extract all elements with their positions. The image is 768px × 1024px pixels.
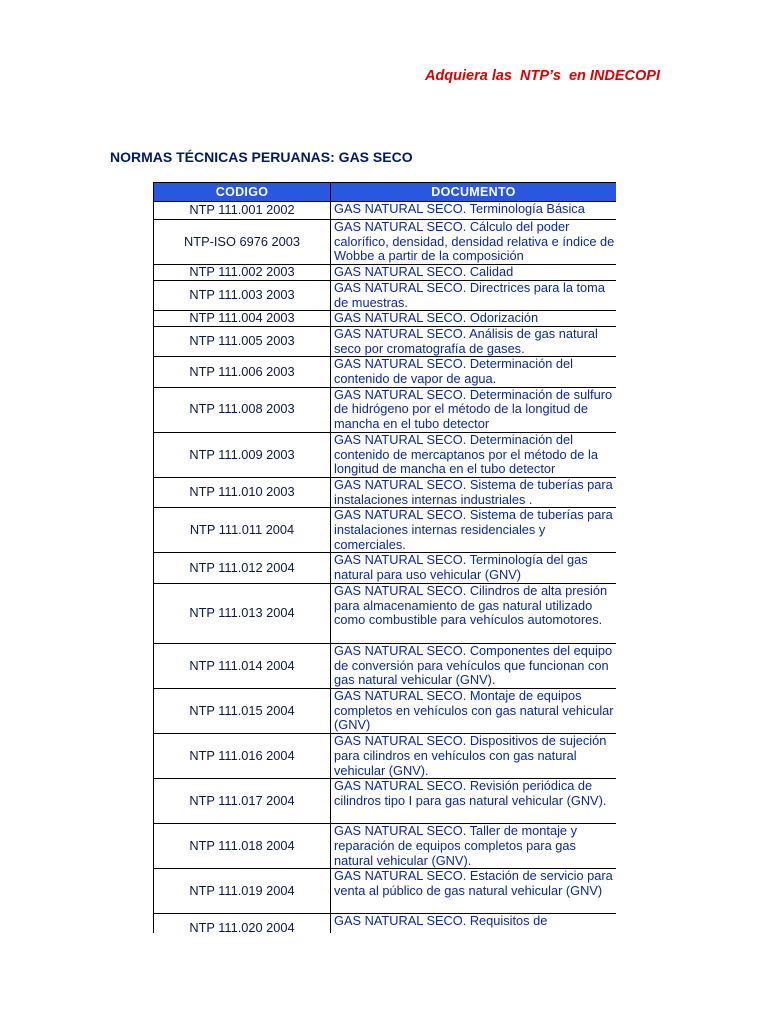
document-cell: GAS NATURAL SECO. Montaje de equipos completos en vehículos con gas natural vehicular (GNV)	[331, 688, 617, 733]
standards-table	[153, 182, 616, 933]
table-row	[154, 265, 617, 281]
table-row	[154, 869, 617, 914]
code-cell: NTP 111.001 2002	[154, 202, 331, 220]
document-cell: GAS NATURAL SECO. Cilindros de alta presión para almacenamiento de gas natural utilizado como combustible para vehículos automotores.	[331, 583, 617, 643]
table-row	[154, 280, 617, 310]
code-cell: NTP 111.020 2004	[154, 914, 331, 933]
code-cell: NTP 111.017 2004	[154, 779, 331, 824]
table-row	[154, 477, 617, 507]
code-cell: NTP 111.018 2004	[154, 824, 331, 869]
document-cell: GAS NATURAL SECO. Terminología Básica	[331, 202, 617, 220]
code-cell: NTP 111.010 2003	[154, 477, 331, 507]
code-cell: NTP 111.015 2004	[154, 688, 331, 733]
code-cell: NTP 111.016 2004	[154, 734, 331, 779]
table-row	[154, 734, 617, 779]
table-body	[154, 202, 617, 934]
code-cell: NTP 111.003 2003	[154, 280, 331, 310]
document-cell: GAS NATURAL SECO. Análisis de gas natural seco por cromatografía de gases.	[331, 326, 617, 356]
table-row	[154, 311, 617, 327]
code-cell: NTP 111.011 2004	[154, 508, 331, 553]
code-cell: NTP 111.008 2003	[154, 387, 331, 432]
table-row	[154, 824, 617, 869]
code-cell: NTP 111.005 2003	[154, 326, 331, 356]
code-cell: NTP 111.006 2003	[154, 357, 331, 387]
table-row	[154, 914, 617, 933]
document-cell: GAS NATURAL SECO. Requisitos de	[331, 914, 617, 933]
table-row	[154, 326, 617, 356]
table-row	[154, 508, 617, 553]
document-cell: GAS NATURAL SECO. Estación de servicio para venta al público de gas natural vehicular (GNV)	[331, 869, 617, 914]
table-row	[154, 202, 617, 220]
code-cell: NTP-ISO 6976 2003	[154, 220, 331, 265]
document-cell: GAS NATURAL SECO. Dispositivos de sujeción para cilindros en vehículos con gas natural vehicular (GNV).	[331, 734, 617, 779]
document-cell: GAS NATURAL SECO. Taller de montaje y reparación de equipos completos para gas natural vehicular (GNV).	[331, 824, 617, 869]
header-documento: DOCUMENTO	[331, 183, 617, 202]
header-codigo: CODIGO	[154, 183, 331, 202]
document-cell: GAS NATURAL SECO. Determinación de sulfuro de hidrógeno por el método de la longitud de mancha en el tubo detector	[331, 387, 617, 432]
table-row	[154, 583, 617, 643]
table-row	[154, 432, 617, 477]
table-row	[154, 643, 617, 688]
code-cell: NTP 111.019 2004	[154, 869, 331, 914]
table-header-row	[154, 183, 617, 202]
document-cell: GAS NATURAL SECO. Determinación del contenido de mercaptanos por el método de la longitud de mancha en el tubo detector	[331, 432, 617, 477]
indecopi-notice: Adquiera las NTP’s en INDECOPI	[424, 68, 660, 84]
page-heading: NORMAS TÉCNICAS PERUANAS: GAS SECO	[110, 149, 413, 165]
code-cell: NTP 111.004 2003	[154, 311, 331, 327]
table-row	[154, 779, 617, 824]
code-cell: NTP 111.013 2004	[154, 583, 331, 643]
document-cell: GAS NATURAL SECO. Determinación del contenido de vapor de agua.	[331, 357, 617, 387]
document-cell: GAS NATURAL SECO. Cálculo del poder calorífico, densidad, densidad relativa e índice de Wobbe a partir de la composición	[331, 220, 617, 265]
code-cell: NTP 111.014 2004	[154, 643, 331, 688]
document-cell: GAS NATURAL SECO. Sistema de tuberías para instalaciones internas residenciales y comerciales.	[331, 508, 617, 553]
table-row	[154, 688, 617, 733]
table-row	[154, 387, 617, 432]
code-cell: NTP 111.009 2003	[154, 432, 331, 477]
standards-table-container	[153, 182, 616, 933]
document-cell: GAS NATURAL SECO. Sistema de tuberías para instalaciones internas industriales .	[331, 477, 617, 507]
document-cell: GAS NATURAL SECO. Calidad	[331, 265, 617, 281]
document-cell: GAS NATURAL SECO. Componentes del equipo de conversión para vehículos que funcionan con gas natural vehicular (GNV).	[331, 643, 617, 688]
document-cell: GAS NATURAL SECO. Directrices para la toma de muestras.	[331, 280, 617, 310]
code-cell: NTP 111.012 2004	[154, 553, 331, 583]
document-cell: GAS NATURAL SECO. Odorización	[331, 311, 617, 327]
table-row	[154, 553, 617, 583]
document-cell: GAS NATURAL SECO. Revisión periódica de cilindros tipo I para gas natural vehicular (GNV).	[331, 779, 617, 824]
code-cell: NTP 111.002 2003	[154, 265, 331, 281]
table-row	[154, 357, 617, 387]
document-cell: GAS NATURAL SECO. Terminología del gas natural para uso vehicular (GNV)	[331, 553, 617, 583]
table-row	[154, 220, 617, 265]
